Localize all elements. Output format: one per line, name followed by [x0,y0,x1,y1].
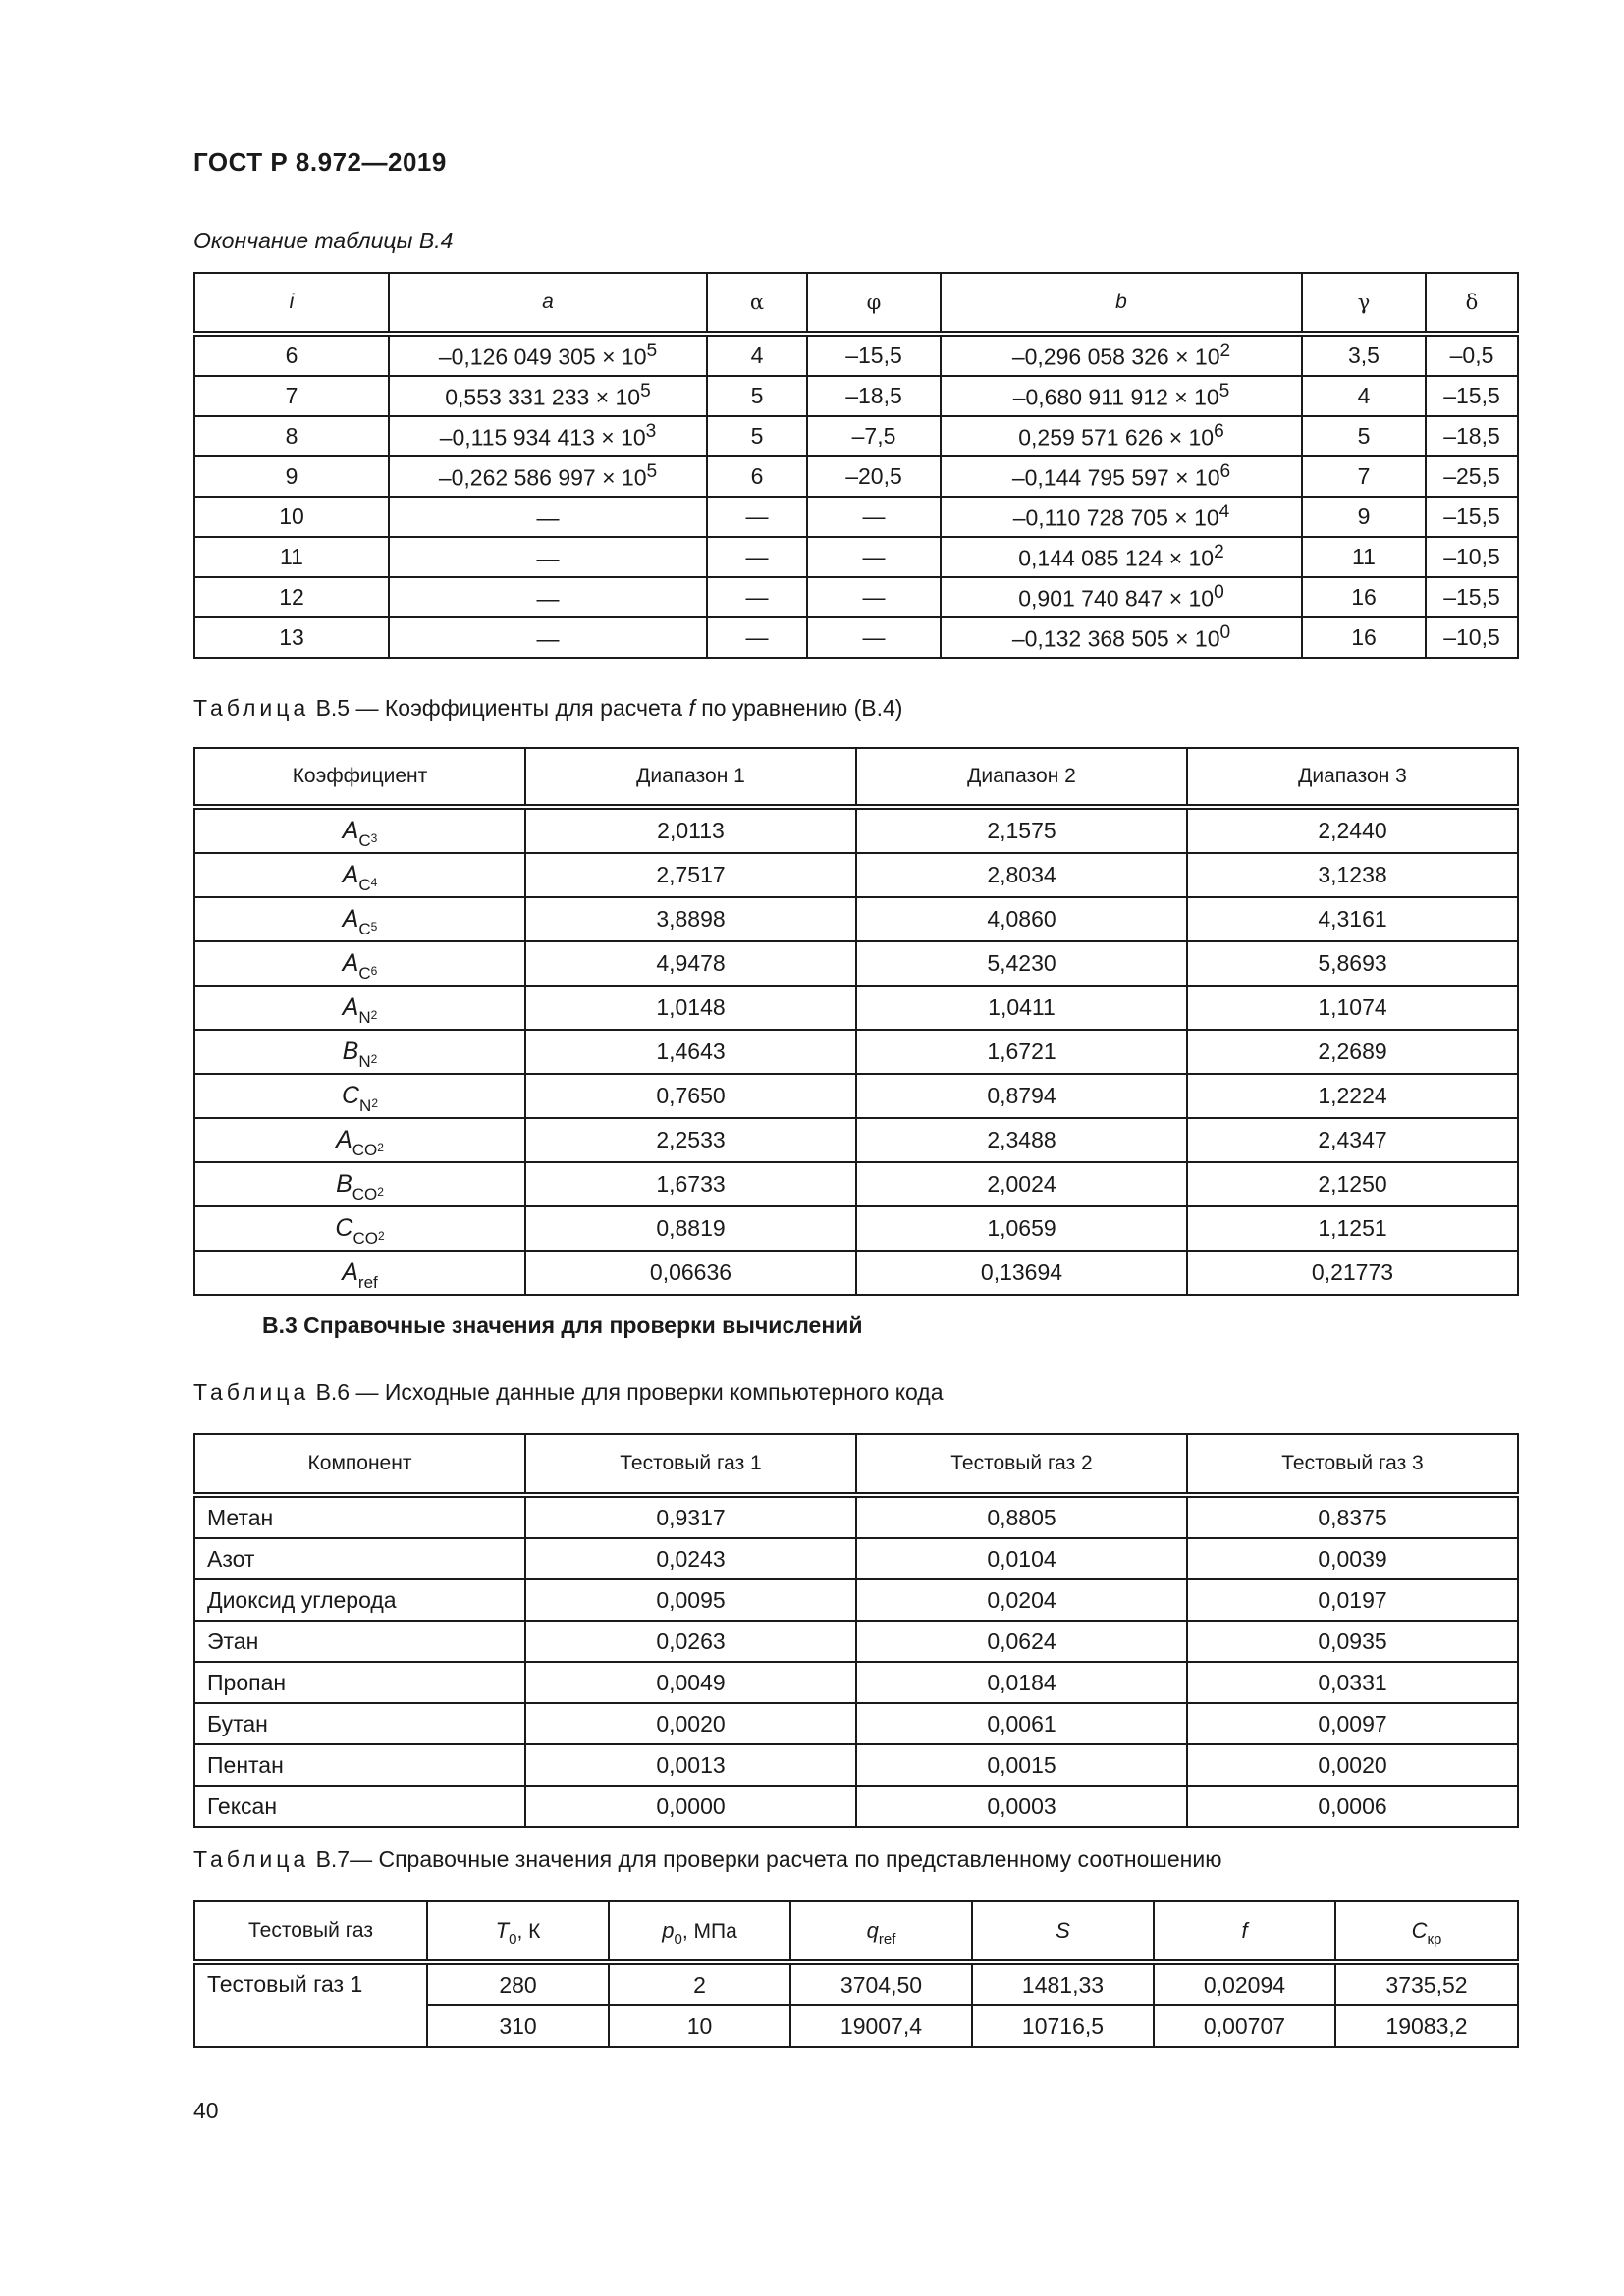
cell-test-gas-2: 0,0184 [856,1662,1187,1703]
header-subscript: ref [878,1931,896,1948]
cell-test-gas-1: 0,0049 [525,1662,856,1703]
header-symbol: Тестовый газ [248,1919,373,1942]
cell-s: 10716,5 [972,2005,1154,2047]
header-i: i [194,273,389,334]
header-symbol: f [1241,1918,1248,1943]
coefficient-subscript: CO [352,1141,378,1159]
cell-f: 0,02094 [1154,1962,1335,2005]
cell-test-gas-1: 0,0243 [525,1538,856,1579]
caption-prefix: Таблица [193,1846,310,1872]
coefficient-symbol [194,1030,525,1074]
component-name: Этан [194,1621,525,1662]
cell-test-gas-3: 0,0197 [1187,1579,1518,1621]
cell-range-3: 2,4347 [1187,1118,1518,1162]
table-row [194,497,1518,537]
header-symbol: p [662,1918,675,1943]
cell-b-mantissa: –0,680 911 912 × 10 [1012,384,1219,410]
cell-a [389,497,707,537]
cell-delta: –18,5 [1426,416,1518,456]
coefficient-symbol [194,941,525,986]
cell-b [941,456,1302,497]
header-range-2: Диапазон 2 [856,748,1187,807]
cell-delta: –15,5 [1426,497,1518,537]
cell-range-3: 3,1238 [1187,853,1518,897]
cell-test-gas-2: 0,0061 [856,1703,1187,1744]
header-test-gas [194,1901,427,1962]
cell-a [389,456,707,497]
cell-b-mantissa: 0,259 571 626 × 10 [1018,424,1215,451]
component-name: Пропан [194,1662,525,1703]
cell-c-kr: 3735,52 [1335,1962,1518,2005]
table-row [194,1118,1518,1162]
coefficient-letter: A [342,1258,358,1286]
coefficient-letter: C [335,1214,353,1242]
component-name: Пентан [194,1744,525,1786]
cell-gamma: 7 [1302,456,1426,497]
table-row [194,1030,1518,1074]
cell-delta: –10,5 [1426,617,1518,658]
table-b6-caption [193,1379,944,1406]
cell-range-1: 1,4643 [525,1030,856,1074]
cell-gamma: 16 [1302,577,1426,617]
header-s [972,1901,1154,1962]
cell-range-3: 2,1250 [1187,1162,1518,1206]
table-b7-header-row [194,1901,1518,1962]
cell-test-gas-3: 0,0097 [1187,1703,1518,1744]
table-row [194,1786,1518,1827]
table-b6-header-row [194,1434,1518,1495]
cell-range-3: 0,21773 [1187,1251,1518,1295]
cell-t0: 310 [427,2005,609,2047]
table-row [194,1162,1518,1206]
table-b5 [193,747,1519,1296]
cell-test-gas-1: 0,0095 [525,1579,856,1621]
header-gamma: γ [1302,273,1426,334]
cell-gamma: 11 [1302,537,1426,577]
cell-alpha: — [707,577,807,617]
coefficient-sub-subscript: 2 [371,1096,379,1110]
cell-range-2: 0,8794 [856,1074,1187,1118]
cell-range-1: 4,9478 [525,941,856,986]
cell-phi: — [807,577,941,617]
cell-range-2: 4,0860 [856,897,1187,941]
cell-test-gas-1: 0,0000 [525,1786,856,1827]
coefficient-letter: A [342,993,359,1021]
coefficient-subscript: CO [352,1185,378,1203]
cell-a [389,376,707,416]
component-name: Бутан [194,1703,525,1744]
caption-main: В.5 — Коэффициенты для расчета [315,695,689,721]
cell-p0: 10 [609,2005,790,2047]
cell-range-1: 3,8898 [525,897,856,941]
table-row [194,897,1518,941]
cell-t0: 280 [427,1962,609,2005]
table-b4-caption: Окончание таблицы В.4 [193,228,454,253]
caption-main: В.7— Справочные значения для проверки расчета по представленному соотношению [315,1846,1222,1872]
cell-a-mantissa: — [536,625,560,652]
table-b4 [193,272,1519,659]
header-delta: δ [1426,273,1518,334]
cell-test-gas-3: 0,0039 [1187,1538,1518,1579]
cell-range-2: 2,0024 [856,1162,1187,1206]
cell-range-1: 0,7650 [525,1074,856,1118]
table-row [194,334,1518,376]
table-b6 [193,1433,1519,1828]
table-row [194,1744,1518,1786]
cell-b [941,537,1302,577]
cell-range-2: 1,0659 [856,1206,1187,1251]
table-row [194,1495,1518,1538]
cell-phi: — [807,617,941,658]
table-row [194,456,1518,497]
cell-delta: –15,5 [1426,577,1518,617]
header-test-gas-1: Тестовый газ 1 [525,1434,856,1495]
cell-test-gas-2: 0,0204 [856,1579,1187,1621]
coefficient-sub-subscript: 2 [370,1052,378,1066]
component-name: Диоксид углерода [194,1579,525,1621]
header-alpha: α [707,273,807,334]
table-row [194,416,1518,456]
cell-a-exponent: 5 [646,461,658,483]
cell-test-gas-2: 0,0104 [856,1538,1187,1579]
coefficient-sub-subscript: 6 [370,964,378,978]
cell-range-1: 0,06636 [525,1251,856,1295]
cell-alpha: 4 [707,334,807,376]
cell-range-2: 2,3488 [856,1118,1187,1162]
cell-a-mantissa: –0,262 586 997 × 10 [438,464,647,491]
cell-alpha: — [707,617,807,658]
table-row [194,376,1518,416]
table-b5-caption [193,695,902,721]
row-index: 7 [194,376,389,416]
cell-gamma: 5 [1302,416,1426,456]
row-index: 11 [194,537,389,577]
header-subscript: 0 [674,1931,682,1948]
table-row [194,1621,1518,1662]
cell-phi: –18,5 [807,376,941,416]
cell-test-gas-1: 0,0020 [525,1703,856,1744]
table-row [194,941,1518,986]
table-b5-header-row [194,748,1518,807]
cell-b-mantissa: –0,296 058 326 × 10 [1011,344,1220,370]
table-row [194,577,1518,617]
component-name: Гексан [194,1786,525,1827]
header-symbol: T [495,1918,510,1943]
cell-a-mantissa: — [536,505,560,531]
cell-range-2: 2,1575 [856,807,1187,853]
cell-b [941,577,1302,617]
cell-test-gas-3: 0,0020 [1187,1744,1518,1786]
cell-a [389,577,707,617]
table-b4-header-row [194,273,1518,334]
cell-test-gas-2: 0,8805 [856,1495,1187,1538]
coefficient-subscript: N [359,1096,372,1115]
cell-phi: –15,5 [807,334,941,376]
cell-range-3: 1,1251 [1187,1206,1518,1251]
cell-range-3: 5,8693 [1187,941,1518,986]
coefficient-sub-subscript: 2 [370,1008,378,1022]
cell-b-exponent: 6 [1214,421,1224,443]
header-unit: , МПа [681,1920,737,1943]
cell-range-1: 2,0113 [525,807,856,853]
row-index: 13 [194,617,389,658]
cell-test-gas-1: 0,0263 [525,1621,856,1662]
cell-a [389,537,707,577]
cell-test-gas-2: 0,0003 [856,1786,1187,1827]
cell-phi: — [807,537,941,577]
coefficient-letter: B [336,1170,352,1198]
row-index: 12 [194,577,389,617]
cell-f: 0,00707 [1154,2005,1335,2047]
cell-range-3: 1,2224 [1187,1074,1518,1118]
header-t0 [427,1901,609,1962]
table-row [194,1703,1518,1744]
coefficient-letter: A [342,861,359,888]
coefficient-symbol [194,986,525,1030]
coefficient-symbol [194,1206,525,1251]
cell-b [941,617,1302,658]
cell-range-3: 1,1074 [1187,986,1518,1030]
cell-test-gas-3: 0,8375 [1187,1495,1518,1538]
cell-range-1: 2,2533 [525,1118,856,1162]
test-gas-name: Тестовый газ 1 [194,1962,427,2047]
header-symbol: C [1411,1918,1428,1943]
cell-phi: –7,5 [807,416,941,456]
header-c-kr [1335,1901,1518,1962]
cell-phi: — [807,497,941,537]
cell-b-mantissa: –0,110 728 705 × 10 [1012,505,1219,531]
cell-a-mantissa: –0,115 934 413 × 10 [439,424,646,451]
cell-a-exponent: 5 [646,341,658,362]
header-range-3: Диапазон 3 [1187,748,1518,807]
cell-c-kr: 19083,2 [1335,2005,1518,2047]
header-test-gas-3: Тестовый газ 3 [1187,1434,1518,1495]
table-row [194,1206,1518,1251]
cell-delta: –25,5 [1426,456,1518,497]
cell-gamma: 9 [1302,497,1426,537]
coefficient-letter: A [342,817,359,844]
coefficient-symbol [194,897,525,941]
caption-variable: f [688,695,695,721]
coefficient-letter: C [341,1082,360,1109]
cell-range-3: 4,3161 [1187,897,1518,941]
component-name: Метан [194,1495,525,1538]
page-number: 40 [193,2098,219,2123]
component-name: Азот [194,1538,525,1579]
coefficient-sub-subscript: 4 [370,876,378,889]
header-a: a [389,273,707,334]
cell-range-2: 1,0411 [856,986,1187,1030]
cell-b-exponent: 2 [1219,341,1231,362]
table-row [194,1579,1518,1621]
coefficient-subscript: C [358,920,371,938]
caption-tail: по уравнению (В.4) [694,695,903,721]
cell-a-exponent: 5 [640,381,651,402]
coefficient-subscript: N [358,1008,371,1027]
cell-gamma: 3,5 [1302,334,1426,376]
cell-test-gas-3: 0,0006 [1187,1786,1518,1827]
header-component: Компонент [194,1434,525,1495]
coefficient-sub-subscript: 2 [377,1229,385,1243]
table-b7 [193,1900,1519,2048]
coefficient-letter: B [342,1038,359,1065]
row-index: 9 [194,456,389,497]
cell-range-2: 1,6721 [856,1030,1187,1074]
caption-main: В.6 — Исходные данные для проверки компьютерного кода [315,1379,944,1405]
header-subscript: 0 [509,1931,517,1948]
coefficient-sub-subscript: 5 [370,920,378,934]
caption-prefix: Таблица [193,695,310,721]
header-phi: φ [807,273,941,334]
table-row [194,537,1518,577]
coefficient-letter: A [342,905,359,933]
cell-test-gas-1: 0,9317 [525,1495,856,1538]
header-test-gas-2: Тестовый газ 2 [856,1434,1187,1495]
cell-range-1: 1,6733 [525,1162,856,1206]
cell-alpha: 5 [707,376,807,416]
cell-range-2: 2,8034 [856,853,1187,897]
header-symbol: S [1056,1918,1070,1943]
cell-range-1: 1,0148 [525,986,856,1030]
coefficient-subscript: N [358,1052,371,1071]
header-subscript: кр [1427,1931,1442,1948]
cell-alpha: — [707,497,807,537]
cell-test-gas-2: 0,0015 [856,1744,1187,1786]
coefficient-letter: A [336,1126,352,1153]
cell-q-ref: 3704,50 [790,1962,972,2005]
cell-phi: –20,5 [807,456,941,497]
header-unit: , К [516,1920,541,1943]
header-symbol: q [866,1918,879,1943]
table-row [194,617,1518,658]
coefficient-sub-subscript: 2 [377,1185,384,1199]
cell-range-3: 2,2440 [1187,807,1518,853]
table-row [194,1251,1518,1295]
cell-a-mantissa: — [536,585,560,612]
cell-s: 1481,33 [972,1962,1154,2005]
table-row [194,853,1518,897]
header-range-1: Диапазон 1 [525,748,856,807]
coefficient-sub-subscript: 3 [370,831,378,845]
cell-gamma: 16 [1302,617,1426,658]
cell-b-mantissa: 0,144 085 124 × 10 [1018,545,1215,571]
coefficient-symbol [194,807,525,853]
cell-a [389,334,707,376]
table-row [194,1662,1518,1703]
row-index: 8 [194,416,389,456]
cell-b-exponent: 2 [1214,542,1224,563]
table-row [194,1074,1518,1118]
cell-a-mantissa: –0,126 049 305 × 10 [438,344,647,370]
cell-b-exponent: 0 [1214,582,1224,604]
cell-p0: 2 [609,1962,790,2005]
header-p0 [609,1901,790,1962]
cell-delta: –10,5 [1426,537,1518,577]
table-row [194,1962,1518,2005]
coefficient-sub-subscript: 2 [377,1141,384,1154]
cell-q-ref: 19007,4 [790,2005,972,2047]
header-b: b [941,273,1302,334]
cell-b [941,376,1302,416]
caption-prefix: Таблица [193,1379,310,1405]
cell-alpha: — [707,537,807,577]
coefficient-symbol [194,1118,525,1162]
coefficient-symbol [194,1074,525,1118]
cell-range-3: 2,2689 [1187,1030,1518,1074]
cell-b-mantissa: –0,144 795 597 × 10 [1011,464,1220,491]
cell-b-exponent: 5 [1218,381,1230,402]
coefficient-subscript: C [358,964,371,983]
cell-a [389,617,707,658]
coefficient-letter: A [342,949,359,977]
cell-b-exponent: 6 [1219,461,1231,483]
table-row [194,807,1518,853]
cell-test-gas-3: 0,0935 [1187,1621,1518,1662]
cell-a-exponent: 3 [645,421,657,443]
cell-a-mantissa: 0,553 331 233 × 10 [445,384,641,410]
cell-test-gas-2: 0,0624 [856,1621,1187,1662]
cell-b [941,416,1302,456]
cell-test-gas-3: 0,0331 [1187,1662,1518,1703]
row-index: 10 [194,497,389,537]
document-title: ГОСТ Р 8.972—2019 [193,147,447,177]
cell-delta: –0,5 [1426,334,1518,376]
cell-alpha: 5 [707,416,807,456]
cell-b [941,334,1302,376]
coefficient-subscript: ref [357,1273,378,1292]
table-row [194,1538,1518,1579]
header-coefficient: Коэффициент [194,748,525,807]
cell-delta: –15,5 [1426,376,1518,416]
section-heading: В.3 Справочные значения для проверки вычислений [262,1312,863,1338]
cell-b-exponent: 4 [1218,502,1230,523]
cell-b-exponent: 0 [1219,622,1231,644]
table-row [194,986,1518,1030]
row-index: 6 [194,334,389,376]
coefficient-subscript: C [358,831,371,850]
cell-a [389,416,707,456]
cell-gamma: 4 [1302,376,1426,416]
cell-b [941,497,1302,537]
coefficient-symbol [194,1162,525,1206]
table-b7-caption [193,1846,1221,1873]
cell-range-2: 0,13694 [856,1251,1187,1295]
cell-test-gas-1: 0,0013 [525,1744,856,1786]
cell-b-mantissa: 0,901 740 847 × 10 [1018,585,1215,612]
coefficient-subscript: CO [352,1229,378,1248]
coefficient-symbol [194,1251,525,1295]
coefficient-subscript: C [358,876,371,894]
coefficient-symbol [194,853,525,897]
cell-alpha: 6 [707,456,807,497]
cell-b-mantissa: –0,132 368 505 × 10 [1011,625,1220,652]
header-q-ref [790,1901,972,1962]
cell-range-2: 5,4230 [856,941,1187,986]
cell-a-mantissa: — [536,545,560,571]
cell-range-1: 2,7517 [525,853,856,897]
header-f [1154,1901,1335,1962]
cell-range-1: 0,8819 [525,1206,856,1251]
